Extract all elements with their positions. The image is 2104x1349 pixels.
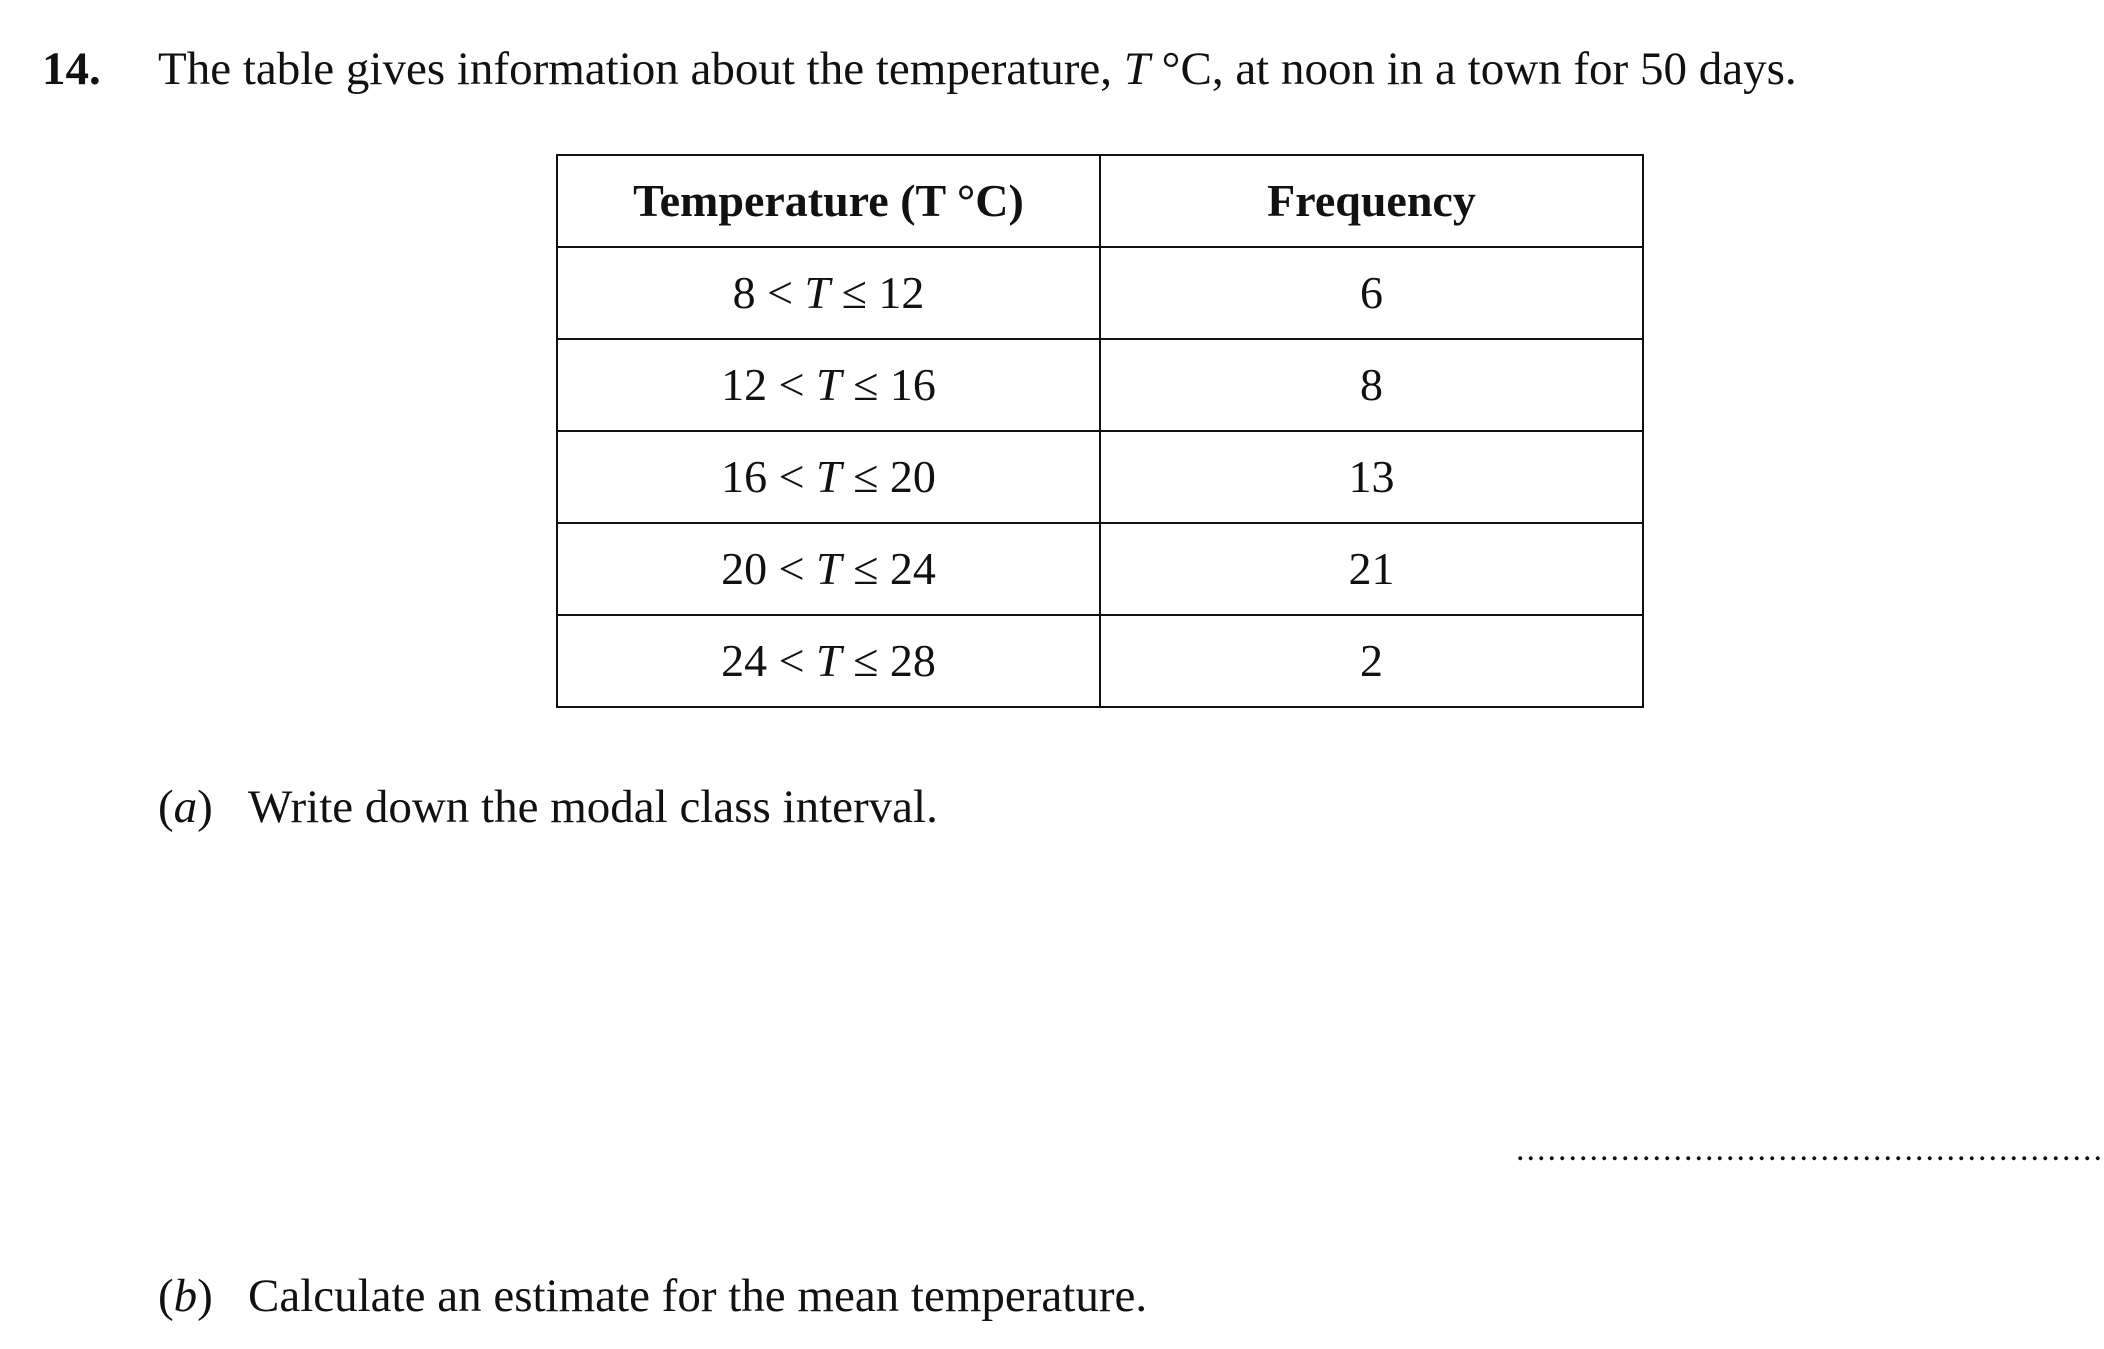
temperature-column-header: Temperature (T °C) xyxy=(557,155,1100,247)
part-a-text: Write down the modal class interval. xyxy=(248,781,938,833)
question-number: 14. xyxy=(42,43,101,95)
question-text-after: °C, at noon in a town for 50 days. xyxy=(1149,43,1797,95)
frequency-cell: 8 xyxy=(1100,339,1643,431)
frequency-cell: 6 xyxy=(1100,247,1643,339)
answer-dotted-line[interactable]: ........................................................ xyxy=(1516,1131,2104,1168)
temperature-interval-cell: 12 < T ≤ 16 xyxy=(557,339,1100,431)
part-b-text: Calculate an estimate for the mean temperature. xyxy=(248,1270,1148,1322)
table-row xyxy=(557,431,1643,523)
temperature-interval-cell: 20 < T ≤ 24 xyxy=(557,523,1100,615)
frequency-cell: 13 xyxy=(1100,431,1643,523)
frequency-cell: 21 xyxy=(1100,523,1643,615)
frequency-table xyxy=(556,154,1644,708)
temperature-variable: T xyxy=(1123,43,1150,95)
question-text-before: The table gives information about the temperature, xyxy=(158,43,1124,95)
temperature-interval-cell: 16 < T ≤ 20 xyxy=(557,431,1100,523)
table-row xyxy=(557,523,1643,615)
part-a-label: (a) xyxy=(158,781,213,833)
table-row xyxy=(557,247,1643,339)
table-row xyxy=(557,339,1643,431)
part-b-question xyxy=(158,1267,1147,1325)
temperature-interval-cell: 24 < T ≤ 28 xyxy=(557,615,1100,707)
frequency-column-header: Frequency xyxy=(1100,155,1643,247)
part-b-label: (b) xyxy=(158,1270,213,1322)
temperature-interval-cell: 8 < T ≤ 12 xyxy=(557,247,1100,339)
table-header-row xyxy=(557,155,1643,247)
frequency-cell: 2 xyxy=(1100,615,1643,707)
part-a-question xyxy=(158,778,938,836)
question-text xyxy=(158,40,1797,98)
table-row xyxy=(557,615,1643,707)
